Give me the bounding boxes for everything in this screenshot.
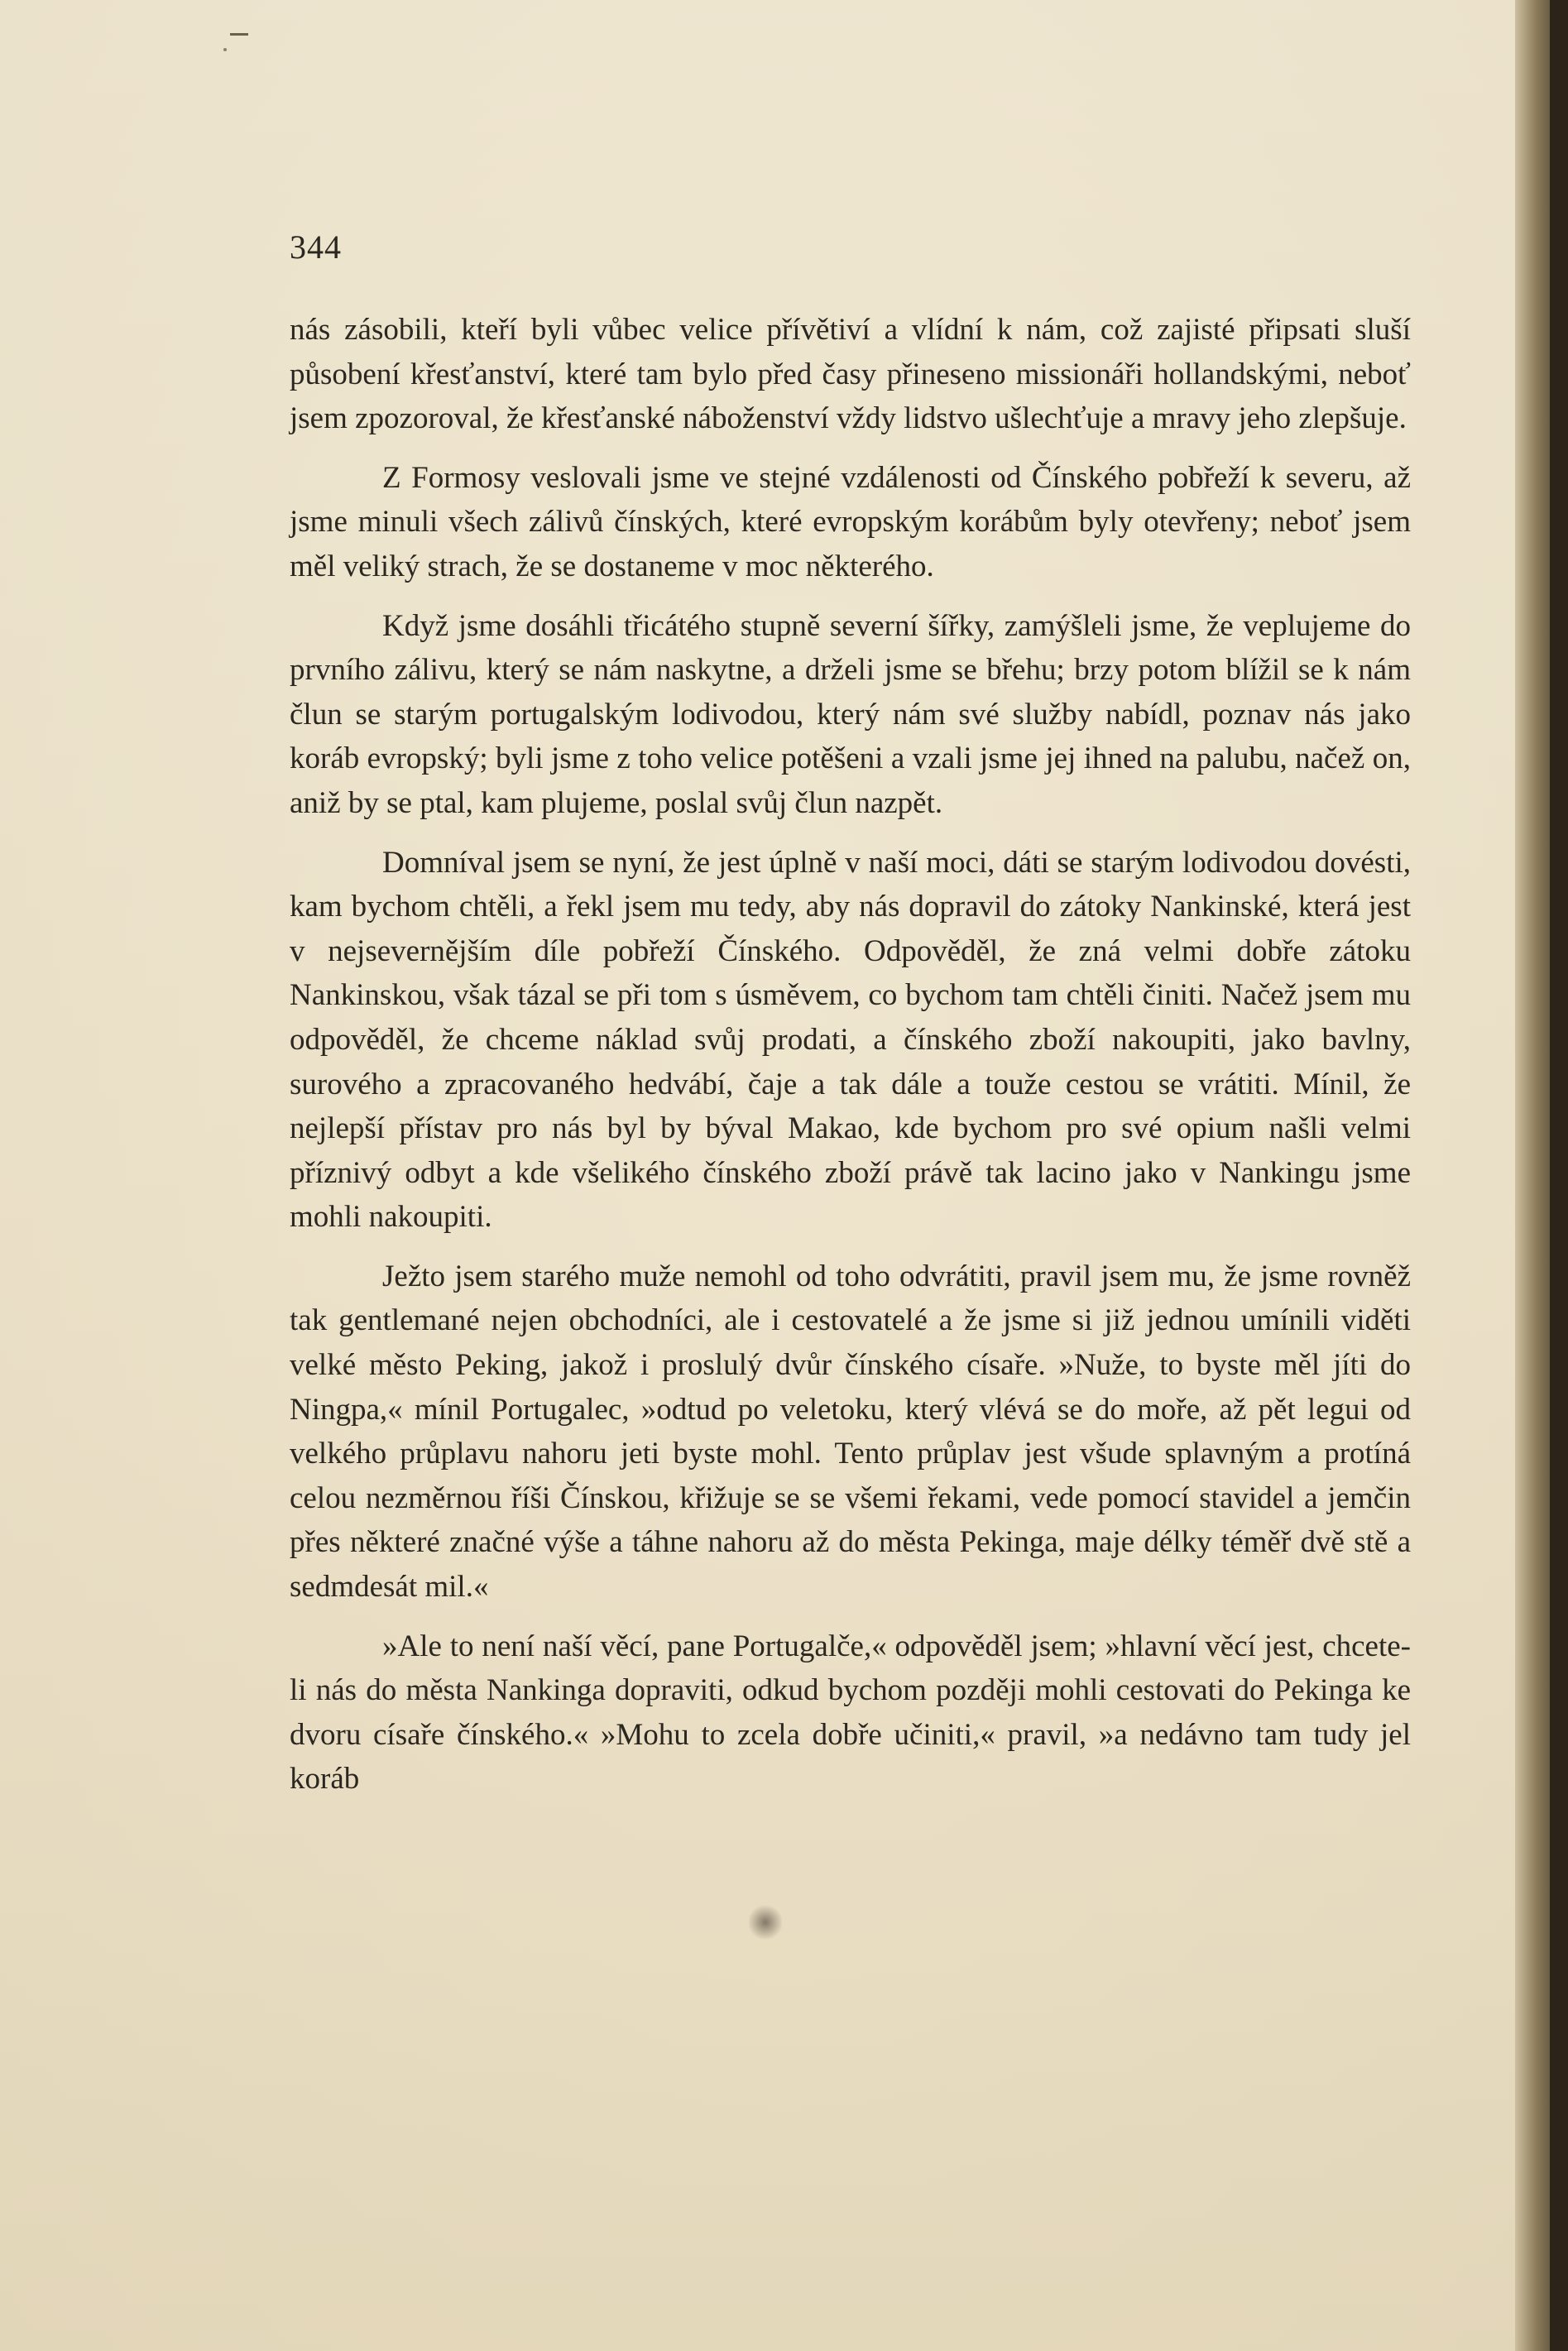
paragraph-3: Když jsme dosáhli třicátého stupně severní šířky, zamýšleli jsme, že veplujeme do prvního zálivu, který se nám naskytne, a drželi jsme se břehu; brzy potom blížil se k nám člun se starým portugalským lodivodou, který nám své služby nabídl, poznav nás jako koráb evropský; byli jsme z toho velice potěšeni a vzali jsme jej ihned na palubu, načež on, aniž by se ptal, kam plujeme, poslal svůj člun nazpět. bbox=[290, 608, 1411, 820]
paragraph-4: Domníval jsem se nyní, že jest úplně v naší moci, dáti se starým lodivodou dovésti, kam bychom chtěli, a řekl jsem mu tedy, aby nás dopravil do zátoky Nankinské, která jest v nejsevernějším díle pobřeží Čínského. Odpověděl, že zná velmi dobře zátoku Nankinskou, však tázal se při tom s úsměvem, co bychom tam chtěli činiti. Načež jsem mu odpověděl, že chceme náklad svůj prodati, a čínského zboží nakoupiti, jako bavlny, surového a zpracovaného hedvábí, čaje a tak dále a touže cestou se vrátiti. Mínil, že nejlepší přístav pro nás byl by býval Makao, kde bychom pro své opium našli velmi příznivý odbyt a kde všelikého čínského zboží právě tak lacino jako v Nankingu jsme mohli nakoupiti. bbox=[290, 845, 1411, 1235]
page-number: 344 bbox=[290, 228, 342, 266]
body-text bbox=[290, 308, 1411, 1802]
page-shadow-edge bbox=[1550, 0, 1568, 2351]
paragraph-1: nás zásobili, kteří byli vůbec velice přívětiví a vlídní k nám, což zajisté připsati sluší působení křesťanství, které tam bylo před časy přineseno missionáři hollandskými, neboť jsem zpozoroval, že křesťanské náboženství vždy lidstvo ušlechťuje a mravy jeho zlepšuje. bbox=[290, 313, 1411, 436]
corner-speck bbox=[223, 48, 227, 51]
paragraph-6: »Ale to není naší věcí, pane Portugalče,« odpověděl jsem; »hlavní věcí jest, chcete-li nás do města Nankinga dopraviti, odkud bychom později mohli cestovati do Pekinga ke dvoru císaře čínského.« »Mohu to zcela dobře učiniti,« pravil, »a nedávno tam tudy jel koráb bbox=[290, 1629, 1411, 1797]
paragraph-5: Ježto jsem starého muže nemohl od toho odvrátiti, pravil jsem mu, že jsme rovněž tak gentlemané nejen obchodníci, ale i cestovatelé a že jsme si již jednou umínili viděti velké město Peking, jakož i proslulý dvůr čínského císaře. »Nuže, to byste měl jíti do Ningpa,« mínil Portugalec, »odtud po veletoku, který vlévá se do moře, až pět legui od velkého průplavu nahoru jeti byste mohl. Tento průplav jest všude splavným a protíná celou nezměrnou říši Čínskou, křižuje se se všemi řekami, vede pomocí stavidel a jemčin přes některé značné výše a táhne nahoru až do města Pekinga, maje délky téměř dvě stě a sedmdesát mil.« bbox=[290, 1259, 1411, 1605]
ink-blot bbox=[749, 1903, 782, 1941]
paragraph-2: Z Formosy veslovali jsme ve stejné vzdálenosti od Čínského pobřeží k severu, až jsme minuli všech zálivů čínských, které evropským korábům byly otevřeny; neboť jsem měl veliký strach, že se dostaneme v moc některého. bbox=[290, 460, 1411, 583]
corner-mark bbox=[230, 33, 248, 36]
